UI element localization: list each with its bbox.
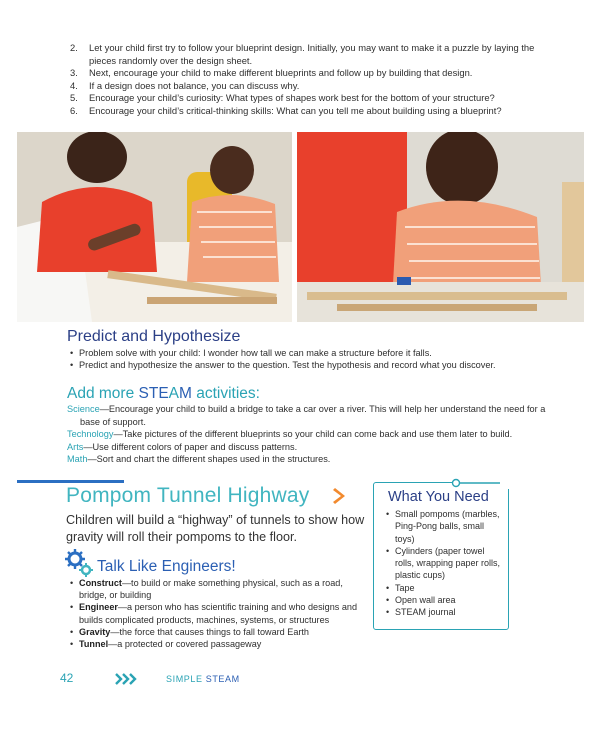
brand-simple: SIMPLE <box>166 674 206 684</box>
pompom-lead: Children will build a “highway” of tunnels to show how gravity will roll their pompoms to the floor. <box>66 513 365 544</box>
definition: —a protected or covered passageway <box>108 639 262 650</box>
triple-chevron-icon <box>115 673 139 685</box>
list-item <box>60 453 560 466</box>
term: Tunnel <box>79 639 109 650</box>
step-number: 5. <box>70 92 78 104</box>
need-heading: What You Need <box>388 489 489 505</box>
list-item <box>70 42 560 67</box>
term: Gravity <box>79 626 111 637</box>
footer-brand <box>166 674 240 684</box>
activity-text: —Take pictures of the different blueprints so your child can come back and use them later to build. <box>113 429 513 440</box>
activity-text: —Use different colors of paper and discuss patterns. <box>83 441 298 452</box>
list-item <box>70 577 362 601</box>
list-item <box>60 428 560 441</box>
step-text: Encourage your child’s curiosity: What types of shapes work best for the bottom of your structure? <box>89 92 495 104</box>
steps-list <box>70 42 560 118</box>
pompom-heading <box>66 484 310 508</box>
definition: —a person who has scientific training and who designs and builds complicated products, machines, systems, or structures <box>79 602 358 625</box>
activity-text: —Sort and chart the different shapes used in the structures. <box>87 454 331 465</box>
list-item: • Cylinders (paper towel rolls, wrapping paper rolls, plastic cups) <box>386 545 506 582</box>
step-number: 4. <box>70 79 78 91</box>
steam-activities <box>60 403 560 466</box>
step-text: Next, encourage your child to make different blueprints and follow up by building that design. <box>89 67 473 79</box>
steam-heading-pre: Add more <box>67 385 139 402</box>
gears-icon <box>64 548 94 578</box>
list-item <box>70 80 560 93</box>
steam-heading-a: A <box>168 385 180 402</box>
definition: —to build or make something physical, such as a road, bridge, or building <box>79 578 343 601</box>
chevron-right-icon <box>332 487 348 505</box>
list-item: • Predict and hypothesize the answer to the question. Test the hypothesis and record what you discover. <box>70 359 570 371</box>
brand-steam: STEAM <box>205 674 240 684</box>
step-text: Encourage your child’s critical-thinking skills: What can you tell me about building using a blueprint? <box>89 104 502 116</box>
list-item: • Small pompoms (marbles, Ping-Pong balls, small toys) <box>386 508 506 545</box>
activity-category: Science <box>67 404 100 414</box>
step-number: 3. <box>70 67 78 79</box>
list-item: • Open wall area <box>386 594 506 606</box>
list-item <box>60 441 560 454</box>
list-item <box>70 67 560 80</box>
list-item: • STEAM journal <box>386 606 506 618</box>
need-list <box>386 508 506 619</box>
definition: —the force that causes things to fall toward Earth <box>110 626 309 637</box>
page-number: 42 <box>60 671 74 685</box>
list-item <box>70 601 362 625</box>
activity-category: Math <box>67 454 88 465</box>
activity-category: Technology <box>67 429 114 440</box>
predict-list <box>70 347 570 372</box>
list-item: • Problem solve with your child: I wonder how tall we can make a structure before it falls. <box>70 347 570 359</box>
list-item <box>70 626 362 638</box>
list-item: • Tape <box>386 582 506 594</box>
term: Construct <box>79 578 122 588</box>
list-item <box>70 105 560 118</box>
list-item <box>70 638 362 650</box>
talk-heading: Talk Like Engineers! <box>97 558 236 575</box>
activity-text: —Encourage your child to build a bridge to take a car over a river. This will help her understand the need for a base of support. <box>80 404 546 427</box>
steam-heading-e: E <box>158 385 169 402</box>
steam-heading <box>67 385 260 403</box>
step-text: Let your child first try to follow your blueprint design. Initially, you may want to make it a puzzle by laying the pieces randomly over the design sheet. <box>89 42 535 66</box>
step-number: 6. <box>70 104 78 116</box>
steam-heading-m: M <box>179 385 192 402</box>
list-item <box>70 92 560 105</box>
pompom-title: Pompom Tunnel Highway <box>66 484 310 507</box>
activity-category: Arts <box>67 441 84 452</box>
photo-right <box>297 132 584 322</box>
talk-list <box>70 577 362 650</box>
section-rule <box>17 480 124 483</box>
term: Engineer <box>79 602 118 613</box>
predict-heading: Predict and Hypothesize <box>67 328 241 345</box>
step-number: 2. <box>70 42 78 53</box>
steam-heading-post: activities: <box>191 385 260 402</box>
photo-left <box>17 132 292 322</box>
list-item <box>60 403 560 428</box>
step-text: If a design does not balance, you can discuss why. <box>89 79 300 91</box>
steam-heading-st: ST <box>138 385 159 402</box>
